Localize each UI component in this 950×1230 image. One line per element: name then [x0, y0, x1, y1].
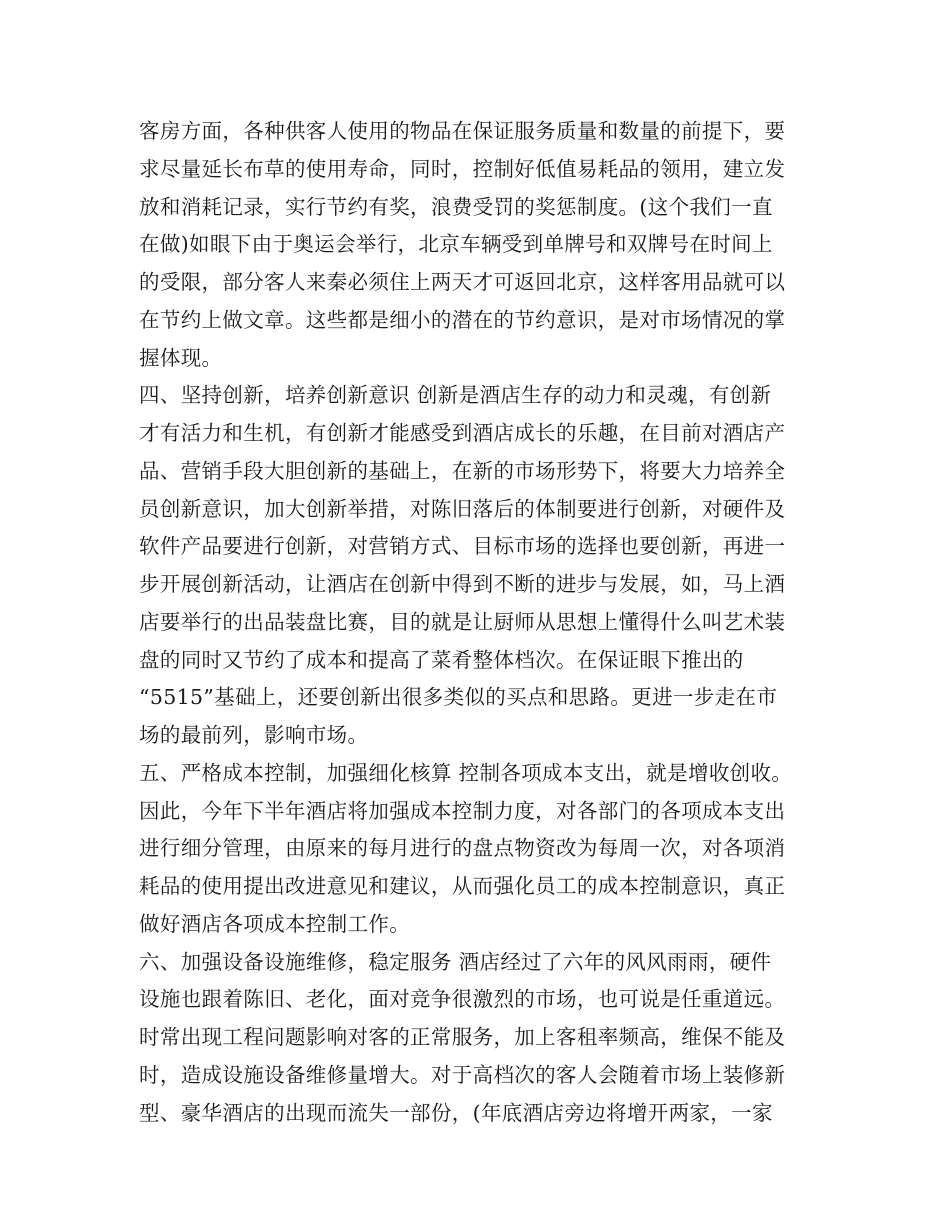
text-line: 时常出现工程问题影响对客的正常服务，加上客租率频高，维保不能及 — [139, 1025, 786, 1049]
text-line: 店要举行的出品装盘比赛，目的就是让厨师从思想上懂得什么叫艺术装 — [139, 609, 786, 634]
text-line: 求尽量延长布草的使用寿命，同时，控制好低值易耗品的领用，建立发 — [139, 156, 786, 181]
section-heading-line: 六、加强设备设施维修，稳定服务 酒店经过了六年的风风雨雨，硬件 — [139, 949, 772, 974]
text-line: 场的最前列，影响市场。 — [139, 723, 369, 747]
text-line: 耗品的使用提出改进意见和建议，从而强化员工的成本控制意识，真正 — [139, 874, 786, 898]
text-line: 员创新意识，加大创新举措，对陈旧落后的体制要进行创新，对硬件及 — [139, 496, 786, 521]
text-line: 时，造成设施设备维修量增大。对于高档次的客人会随着市场上装修新 — [139, 1062, 786, 1087]
body-text — [139, 113, 839, 1132]
text-line: 设施也跟着陈旧、老化，面对竞争很激烈的市场，也可说是任重道远。 — [139, 987, 786, 1012]
text-line: 盘的同时又节约了成本和提高了菜肴整体档次。在保证眼下推出的 — [139, 647, 744, 672]
text-line: 的受限，部分客人来秦必须住上两天才可返回北京，这样客用品就可以 — [139, 270, 786, 294]
text-line: 因此，今年下半年酒店将加强成本控制力度，对各部门的各项成本支出 — [139, 798, 786, 823]
text-line: 在节约上做文章。这些都是细小的潜在的节约意识，是对市场情况的掌 — [139, 307, 786, 332]
text-line: 进行细分管理，由原来的每月进行的盘点物资改为每周一次，对各项消 — [139, 836, 786, 861]
text-line: 品、营销手段大胆创新的基础上，在新的市场形势下，将要大力培养全 — [139, 458, 786, 483]
text-line: 握体现。 — [139, 345, 223, 370]
text-line: 客房方面，各种供客人使用的物品在保证服务质量和数量的前提下，要 — [139, 119, 786, 143]
text-line: 步开展创新活动，让酒店在创新中得到不断的进步与发展，如，马上酒 — [139, 572, 786, 596]
section-heading-line: 五、严格成本控制，加强细化核算 控制各项成本支出，就是增收创收。 — [139, 760, 793, 785]
text-line: 软件产品要进行创新，对营销方式、目标市场的选择也要创新，再进一 — [139, 534, 786, 559]
text-line: 才有活力和生机，有创新才能感受到酒店成长的乐趣，在目前对酒店产 — [139, 421, 786, 445]
text-line: 在做)如眼下由于奥运会举行，北京车辆受到单牌号和双牌号在时间上 — [139, 232, 773, 257]
text-line: 型、豪华酒店的出现而流失一部份，(年底酒店旁边将增开两家，一家 — [139, 1100, 773, 1125]
text-line: 做好酒店各项成本控制工作。 — [139, 911, 411, 936]
text-line: 放和消耗记录，实行节约有奖，浪费受罚的奖惩制度。(这个我们一直 — [139, 194, 773, 219]
section-heading-line: 四、坚持创新，培养创新意识 创新是酒店生存的动力和灵魂，有创新 — [139, 383, 772, 408]
text-line: “5515”基础上，还要创新出很多类似的买点和思路。更进一步走在市 — [139, 685, 778, 710]
